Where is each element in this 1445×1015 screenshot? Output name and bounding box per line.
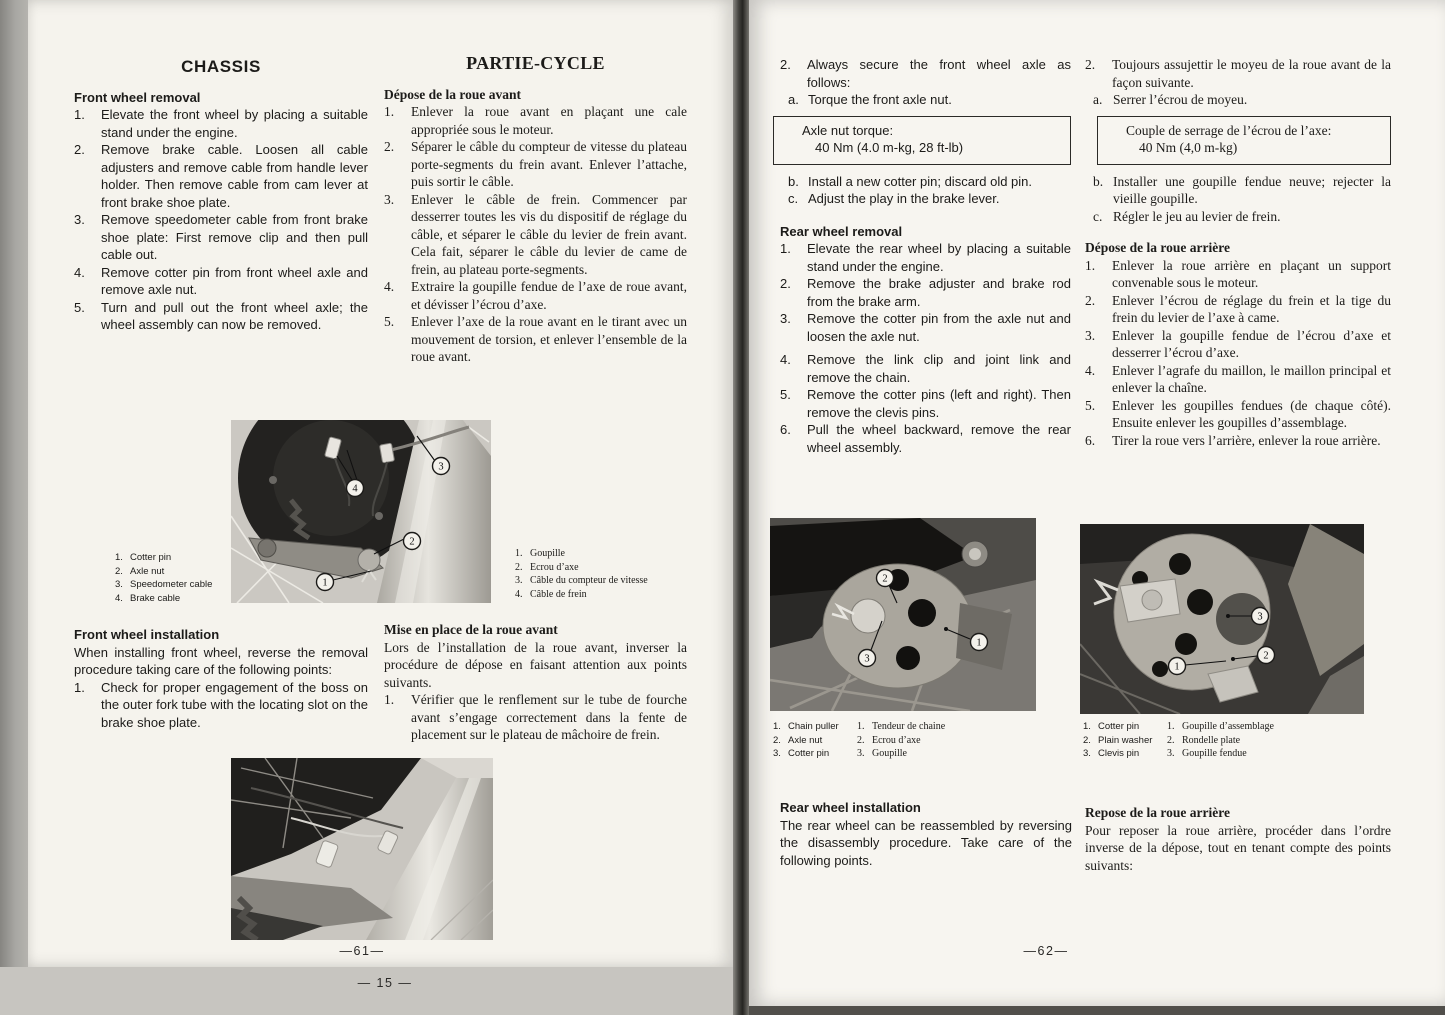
caption-number: 1. bbox=[773, 721, 781, 732]
list-number: c. bbox=[1093, 208, 1103, 224]
caption-item bbox=[857, 747, 945, 761]
list-number: 1. bbox=[1085, 257, 1096, 273]
spec-label: Couple de serrage de l’écrou de l’axe: bbox=[1126, 122, 1332, 138]
list-item bbox=[1085, 397, 1391, 432]
caption-number: 1. bbox=[115, 552, 123, 563]
torque-spec-box bbox=[773, 116, 1071, 165]
caption-number: 2. bbox=[773, 734, 781, 746]
list-text: Always secure the front wheel axle as follows: bbox=[807, 57, 1071, 90]
caption-item bbox=[115, 551, 235, 565]
list-number: b. bbox=[1093, 173, 1104, 189]
list-text: Remove the brake adjuster and brake rod from the brake arm. bbox=[807, 276, 1071, 309]
callout-number: 4 bbox=[352, 483, 358, 495]
section-intro: Lors de l’installation de la roue avant, inverser la procédure de dépose en faisant attention aux points suivants. bbox=[384, 639, 687, 690]
caption-label: Ecrou d’axe bbox=[872, 734, 921, 746]
callout-2 bbox=[404, 533, 421, 550]
caption-number: 3. bbox=[1083, 748, 1091, 759]
photo-rear-sprocket-illustration bbox=[1080, 524, 1364, 714]
list-text: Extraire la goupille fendue de l’axe de roue avant, et dévisser l’écrou d’axe. bbox=[411, 279, 687, 312]
list-text: Séparer le câble du compteur de vitesse du plateau porte-segments du frein avant. Enlever l’attache, puis sortir le câble. bbox=[411, 139, 687, 189]
list-text: Enlever l’agrafe du maillon, le maillon principal et enlever la chaîne. bbox=[1112, 362, 1391, 395]
list-number: 2. bbox=[384, 139, 395, 154]
photo-front-brake-illustration bbox=[231, 420, 491, 603]
caption-item bbox=[515, 561, 675, 575]
torque-spec-box bbox=[1097, 116, 1391, 165]
caption-number: 1. bbox=[1083, 721, 1091, 732]
caption-label: Cotter pin bbox=[788, 748, 830, 759]
caption-label: Clevis pin bbox=[1098, 748, 1140, 759]
caption-number: 3. bbox=[515, 575, 523, 586]
list-text: Enlever la goupille fendue de l’écrou d’axe et desserrer l’écrou d’axe. bbox=[1112, 327, 1391, 360]
spec-value: 40 Nm (4,0 m-kg) bbox=[1139, 140, 1238, 155]
section-heading: Front wheel installation bbox=[74, 627, 220, 642]
caption-item bbox=[1167, 747, 1274, 761]
list-item bbox=[1085, 257, 1391, 292]
callout-3 bbox=[1252, 608, 1269, 625]
column-english-rear bbox=[780, 56, 1071, 456]
callout-number: 1 bbox=[976, 637, 982, 649]
list-text: Remove the link clip and joint link and remove the chain. bbox=[807, 352, 1071, 385]
list-item bbox=[1085, 292, 1391, 327]
caption-item bbox=[1167, 734, 1274, 748]
list-text: Enlever l’axe de la roue avant en le tirant avec un mouvement de torsion, et enlever l’ensemble de la roue avant. bbox=[411, 314, 687, 364]
list-item bbox=[1085, 327, 1391, 362]
list-number: 4. bbox=[74, 264, 85, 280]
list-number: 1. bbox=[384, 692, 395, 707]
caption-item bbox=[115, 565, 235, 579]
section-heading: Repose de la roue arrière bbox=[1085, 805, 1230, 820]
list-number: 6. bbox=[1085, 432, 1096, 448]
list-item bbox=[384, 278, 687, 313]
page-gutter-shadow bbox=[733, 0, 749, 1015]
page-number-62: —62— bbox=[1023, 944, 1069, 958]
spec-value: 40 Nm (4.0 m-kg, 28 ft-lb) bbox=[815, 140, 964, 155]
section-heading: Front wheel removal bbox=[74, 89, 201, 105]
section-heading: Rear wheel removal bbox=[780, 223, 903, 239]
list-item bbox=[74, 106, 368, 141]
callout-1 bbox=[317, 574, 334, 591]
caption-item bbox=[857, 720, 945, 734]
list-number: 2. bbox=[780, 276, 791, 291]
caption-number: 3. bbox=[773, 748, 781, 759]
callout-number: 3 bbox=[1257, 611, 1263, 623]
callout-3 bbox=[433, 458, 450, 475]
photo1-caption-french bbox=[515, 547, 675, 601]
caption-label: Tendeur de chaine bbox=[872, 721, 946, 732]
caption-number: 2. bbox=[515, 561, 523, 573]
list-number: 2. bbox=[74, 142, 85, 157]
caption-number: 3. bbox=[857, 748, 865, 759]
caption-label: Goupille fendue bbox=[1182, 748, 1247, 759]
list-text: Remove the cotter pin from the axle nut and loosen the axle nut. bbox=[807, 311, 1071, 344]
column-english-rear-installation bbox=[780, 799, 1072, 869]
list-text: Installer une goupille fendue neuve; rejecter la vieille goupille. bbox=[1113, 173, 1391, 206]
page-number-61: —61— bbox=[339, 944, 385, 958]
photo4-caption-english bbox=[1083, 720, 1167, 761]
callout-1 bbox=[1169, 658, 1186, 675]
list-number: 1. bbox=[74, 679, 85, 695]
list-number: 2. bbox=[1085, 292, 1096, 308]
list-text: Adjust the play in the brake lever. bbox=[808, 191, 1000, 206]
list-text: Enlever les goupilles fendues (de chaque côté). Ensuite enlever les goupilles d’assemblage. bbox=[1112, 397, 1391, 430]
list-text: Enlever le câble de frein. Commencer par desserrer toutes les vis du dispositif de réglage du câble, et séparer le câble du levier de frein avant. Cela fait, séparer le câble du levier de came de frein, au plateau porte-segments. bbox=[411, 191, 687, 277]
photo-rear-chain-puller bbox=[770, 518, 1036, 711]
list-text: Remove speedometer cable from front brake shoe plate: First remove clip and then pull cable out. bbox=[101, 212, 368, 262]
caption-label: Rondelle plate bbox=[1182, 734, 1241, 746]
callout-number: 1 bbox=[1174, 661, 1180, 673]
list-number: 4. bbox=[780, 352, 791, 367]
list-text: Enlever la roue avant en plaçant une cale appropriée sous le moteur. bbox=[411, 104, 687, 137]
callout-2 bbox=[1258, 647, 1275, 664]
section-heading: Mise en place de la roue avant bbox=[384, 622, 558, 637]
caption-label: Cotter pin bbox=[1098, 721, 1140, 732]
photo-front-fork-illustration bbox=[231, 758, 493, 940]
list-text: Pull the wheel backward, remove the rear wheel assembly. bbox=[807, 422, 1071, 455]
list-number: 1. bbox=[780, 241, 791, 256]
spec-label: Axle nut torque: bbox=[802, 122, 894, 138]
callout-number: 2 bbox=[409, 536, 415, 548]
list-number: 4. bbox=[1085, 362, 1096, 378]
list-item bbox=[780, 240, 1071, 275]
chapter-title-fr: PARTIE-CYCLE bbox=[466, 53, 605, 73]
list-item bbox=[74, 264, 368, 299]
scan-bottom-edge bbox=[749, 1006, 1445, 1015]
photo-rear-sprocket-clevis bbox=[1080, 524, 1364, 714]
callout-2 bbox=[877, 570, 894, 587]
list-number: 2. bbox=[780, 57, 791, 72]
list-item bbox=[1085, 432, 1391, 450]
list-number: 5. bbox=[384, 314, 395, 329]
caption-label: Goupille d’assemblage bbox=[1182, 721, 1274, 732]
caption-number: 2. bbox=[115, 565, 123, 577]
photo-front-fork-hub bbox=[231, 758, 493, 940]
photo4-caption-french bbox=[1167, 720, 1274, 761]
caption-item bbox=[1083, 747, 1167, 761]
photo3-caption-english bbox=[773, 720, 857, 761]
caption-label: Ecrou d’axe bbox=[530, 561, 579, 573]
list-number: 3. bbox=[1085, 327, 1096, 343]
section-heading: Rear wheel installation bbox=[780, 800, 921, 815]
photo1-caption-english bbox=[115, 551, 235, 605]
caption-label: Chain puller bbox=[788, 721, 839, 732]
list-number: 3. bbox=[74, 212, 85, 227]
caption-item bbox=[1083, 720, 1167, 734]
section-heading: Dépose de la roue arrière bbox=[1085, 240, 1230, 255]
caption-item bbox=[773, 747, 857, 761]
list-item bbox=[74, 299, 368, 334]
caption-label: Goupille bbox=[530, 548, 565, 559]
list-item bbox=[780, 386, 1071, 421]
list-item bbox=[780, 351, 1071, 386]
callout-number: 3 bbox=[864, 653, 870, 665]
list-text: Régler le jeu au levier de frein. bbox=[1113, 208, 1281, 224]
column-french-front-removal bbox=[384, 55, 687, 366]
list-item bbox=[384, 103, 687, 138]
caption-item bbox=[515, 574, 675, 588]
list-text: Remove cotter pin from front wheel axle and remove axle nut. bbox=[101, 264, 368, 297]
list-text: Elevate the rear wheel by placing a suitable stand under the engine. bbox=[807, 241, 1071, 274]
chapter-title: CHASSIS bbox=[181, 57, 261, 76]
caption-label: Câble de frein bbox=[530, 588, 587, 600]
caption-label: Câble du compteur de vitesse bbox=[530, 575, 648, 586]
caption-item bbox=[1167, 720, 1274, 734]
list-text: Install a new cotter pin; discard old pin. bbox=[808, 173, 1033, 189]
list-item bbox=[780, 56, 1071, 91]
column-french-rear-installation bbox=[1085, 804, 1391, 874]
list-item bbox=[1085, 208, 1391, 226]
caption-number: 4. bbox=[115, 592, 123, 604]
list-number: c. bbox=[788, 191, 799, 206]
callout-1 bbox=[971, 634, 988, 651]
list-item bbox=[74, 679, 368, 732]
list-item bbox=[1085, 56, 1391, 91]
caption-label: Plain washer bbox=[1098, 734, 1153, 746]
list-number: a. bbox=[788, 92, 799, 107]
caption-label: Speedometer cable bbox=[130, 579, 213, 590]
list-text: Serrer l’écrou de moyeu. bbox=[1113, 92, 1248, 107]
caption-label: Axle nut bbox=[130, 565, 165, 577]
photo4-caption bbox=[1083, 720, 1383, 761]
caption-number: 2. bbox=[857, 734, 865, 746]
list-text: Enlever l’écrou de réglage du frein et la tige du frein du levier de l’axe à came. bbox=[1112, 292, 1391, 325]
list-text: Torque the front axle nut. bbox=[808, 92, 952, 107]
caption-number: 3. bbox=[1167, 748, 1175, 759]
list-item bbox=[1085, 91, 1391, 109]
caption-number: 1. bbox=[857, 721, 865, 732]
callout-number: 2 bbox=[1263, 650, 1269, 662]
caption-item bbox=[515, 588, 675, 602]
callout-number: 2 bbox=[882, 573, 888, 585]
caption-number: 3. bbox=[115, 579, 123, 590]
section-intro: The rear wheel can be reassembled by reversing the disassembly procedure. Take care of the following points. bbox=[780, 817, 1072, 868]
list-item bbox=[384, 313, 687, 366]
caption-label: Axle nut bbox=[788, 734, 823, 746]
caption-number: 4. bbox=[515, 588, 523, 600]
column-french-rear bbox=[1085, 56, 1391, 449]
list-number: 1. bbox=[384, 104, 395, 119]
caption-item bbox=[1083, 734, 1167, 748]
callout-3 bbox=[859, 650, 876, 667]
list-text: Remove brake cable. Loosen all cable adjusters and remove cable from handle lever holder. Then remove cable from cam lever at front brake shoe plate. bbox=[101, 142, 368, 210]
list-number: 5. bbox=[1085, 397, 1096, 413]
list-item bbox=[384, 691, 687, 744]
list-item bbox=[780, 173, 1071, 191]
list-item bbox=[1085, 362, 1391, 397]
list-text: Remove the cotter pins (left and right). Then remove the clevis pins. bbox=[807, 387, 1071, 420]
caption-item bbox=[773, 720, 857, 734]
callout-number: 1 bbox=[322, 577, 328, 589]
list-number: 4. bbox=[384, 279, 395, 294]
list-item bbox=[780, 275, 1071, 310]
list-number: 2. bbox=[1085, 57, 1096, 72]
list-item bbox=[74, 141, 368, 211]
list-item bbox=[384, 191, 687, 279]
list-number: 1. bbox=[74, 107, 85, 122]
list-text: Turn and pull out the front wheel axle; the wheel assembly can now be removed. bbox=[101, 299, 368, 332]
photo3-caption-french bbox=[857, 720, 945, 761]
list-text: Enlever la roue arrière en plaçant un support convenable sous le moteur. bbox=[1112, 257, 1391, 290]
list-number: a. bbox=[1093, 92, 1103, 107]
list-text: Check for proper engagement of the boss on the outer fork tube with the locating slot on the brake shoe plate. bbox=[101, 679, 368, 730]
page-61 bbox=[28, 0, 733, 967]
caption-item bbox=[857, 734, 945, 748]
list-item bbox=[780, 91, 1071, 109]
underlying-page bbox=[0, 967, 749, 1015]
list-number: 3. bbox=[780, 311, 791, 326]
caption-item bbox=[515, 547, 675, 561]
list-item bbox=[74, 211, 368, 264]
caption-number: 2. bbox=[1083, 734, 1091, 746]
caption-number: 2. bbox=[1167, 734, 1175, 746]
list-text: Toujours assujettir le moyeu de la roue avant de la façon suivante. bbox=[1112, 57, 1391, 90]
underlay-page-number: — 15 — bbox=[357, 976, 413, 990]
list-number: 5. bbox=[74, 299, 85, 315]
list-item bbox=[780, 310, 1071, 345]
list-number: 3. bbox=[384, 191, 395, 207]
caption-number: 1. bbox=[1167, 721, 1175, 732]
list-item bbox=[780, 190, 1071, 208]
list-text: Vérifier que le renflement sur le tube de fourche avant s’engage correctement dans la fente de placement sur le plateau de mâchoire de frein. bbox=[411, 692, 687, 742]
caption-label: Brake cable bbox=[130, 592, 181, 604]
list-number: 5. bbox=[780, 387, 791, 402]
section-intro: When installing front wheel, reverse the removal procedure taking care of the following points: bbox=[74, 644, 368, 677]
photo-chain-puller-illustration bbox=[770, 518, 1036, 711]
list-number: b. bbox=[788, 173, 799, 189]
photo3-caption bbox=[773, 720, 1053, 761]
caption-number: 1. bbox=[515, 548, 523, 559]
list-text: Elevate the front wheel by placing a suitable stand under the engine. bbox=[101, 107, 368, 140]
column-english-front-installation bbox=[74, 626, 368, 731]
caption-label: Cotter pin bbox=[130, 552, 172, 563]
scan-left-edge bbox=[0, 0, 28, 1015]
callout-number: 3 bbox=[438, 461, 444, 473]
list-item bbox=[1085, 173, 1391, 208]
caption-item bbox=[115, 592, 235, 606]
column-french-front-installation bbox=[384, 621, 687, 744]
list-number: 6. bbox=[780, 422, 791, 437]
caption-item bbox=[115, 578, 235, 592]
list-text: Tirer la roue vers l’arrière, enlever la roue arrière. bbox=[1112, 432, 1381, 448]
callout-4 bbox=[347, 480, 364, 497]
list-item bbox=[780, 421, 1071, 456]
section-heading: Dépose de la roue avant bbox=[384, 86, 521, 102]
photo-front-brake-shoe-plate bbox=[231, 420, 491, 603]
caption-item bbox=[773, 734, 857, 748]
caption-label: Goupille bbox=[872, 748, 907, 759]
page-62 bbox=[749, 0, 1445, 1006]
section-intro: Pour reposer la roue arrière, procéder dans l’ordre inverse de la dépose, tout en tenant compte des points suivants: bbox=[1085, 822, 1391, 873]
list-item bbox=[384, 138, 687, 191]
column-english-front-removal bbox=[74, 58, 368, 334]
